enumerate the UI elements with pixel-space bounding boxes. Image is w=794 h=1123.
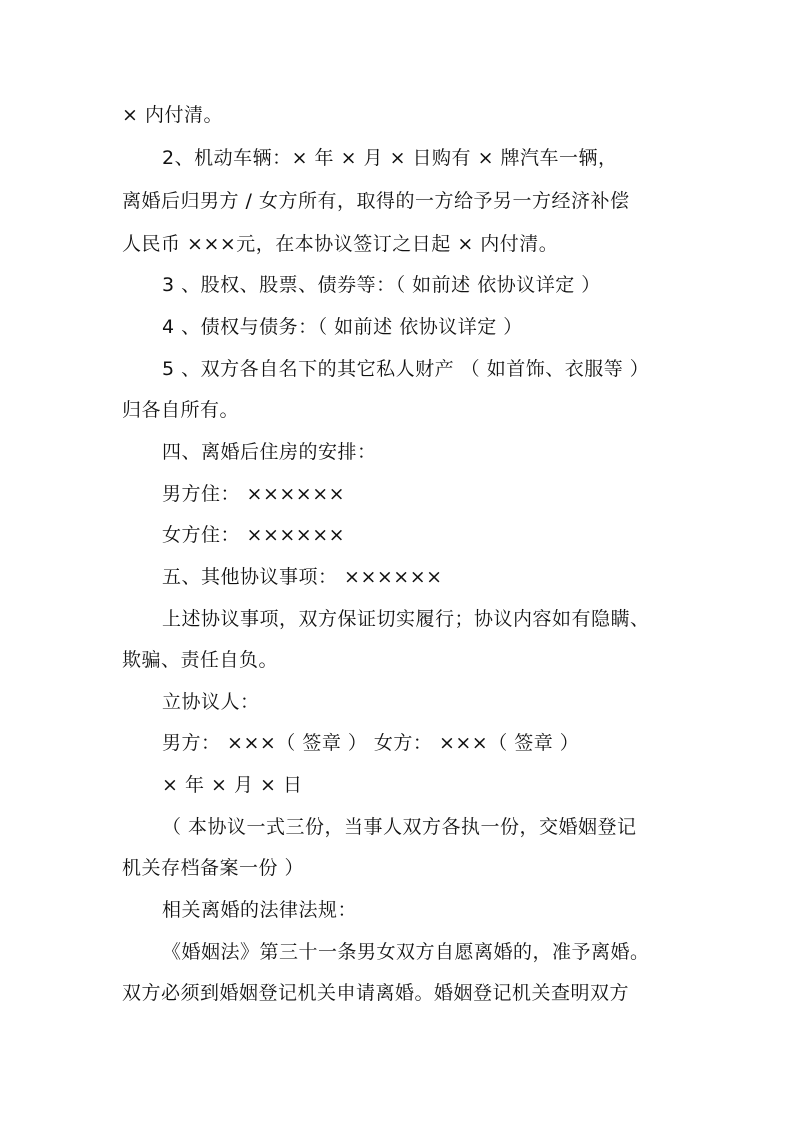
text-line-10: 男方住： ×××××× <box>162 483 346 505</box>
text-line-19: 机关存档备案一份 ） <box>122 857 305 879</box>
text-line-12: 五、其他协议事项： ×××××× <box>162 566 443 588</box>
text-line-13: 上述协议事项，双方保证切实履行；协议内容如有隐瞒、 <box>162 608 650 630</box>
text-line-17: × 年 × 月 × 日 <box>162 774 303 796</box>
text-line-14: 欺骗、责任自负。 <box>122 649 279 671</box>
text-line-1: × 内付清。 <box>122 104 223 126</box>
text-line-2: 2、机动车辆：× 年 × 月 × 日购有 × 牌汽车一辆， <box>162 147 618 169</box>
text-line-9: 四、离婚后住房的安排： <box>162 441 377 463</box>
text-line-21: 《婚姻法》第三十一条男女双方自愿离婚的，准予离婚。 <box>162 941 650 963</box>
text-line-22: 双方必须到婚姻登记机关申请离婚。婚姻登记机关查明双方 <box>122 982 630 1004</box>
text-line-20: 相关离婚的法律法规： <box>162 899 358 921</box>
text-line-16: 男方： ×××（ 签章 ） 女方： ×××（ 签章 ） <box>162 732 580 754</box>
text-line-15: 立协议人： <box>162 691 260 713</box>
text-line-5: 3 、股权、股票、债券等：（ 如前述 依协议详定 ） <box>162 274 601 296</box>
text-line-18: （ 本协议一式三份，当事人双方各执一份，交婚姻登记 <box>162 816 637 838</box>
text-line-11: 女方住： ×××××× <box>162 524 346 546</box>
text-line-4: 人民币 ×××元，在本协议签订之日起 × 内付清。 <box>122 233 559 255</box>
text-line-6: 4 、债权与债务：（ 如前述 依协议详定 ） <box>162 316 523 338</box>
text-line-7: 5 、双方各自名下的其它私人财产 （ 如首饰、衣服等 ） <box>162 358 650 380</box>
text-line-8: 归各自所有。 <box>122 399 240 421</box>
text-line-3: 离婚后归男方 / 女方所有，取得的一方给予另一方经济补偿 <box>122 190 630 212</box>
